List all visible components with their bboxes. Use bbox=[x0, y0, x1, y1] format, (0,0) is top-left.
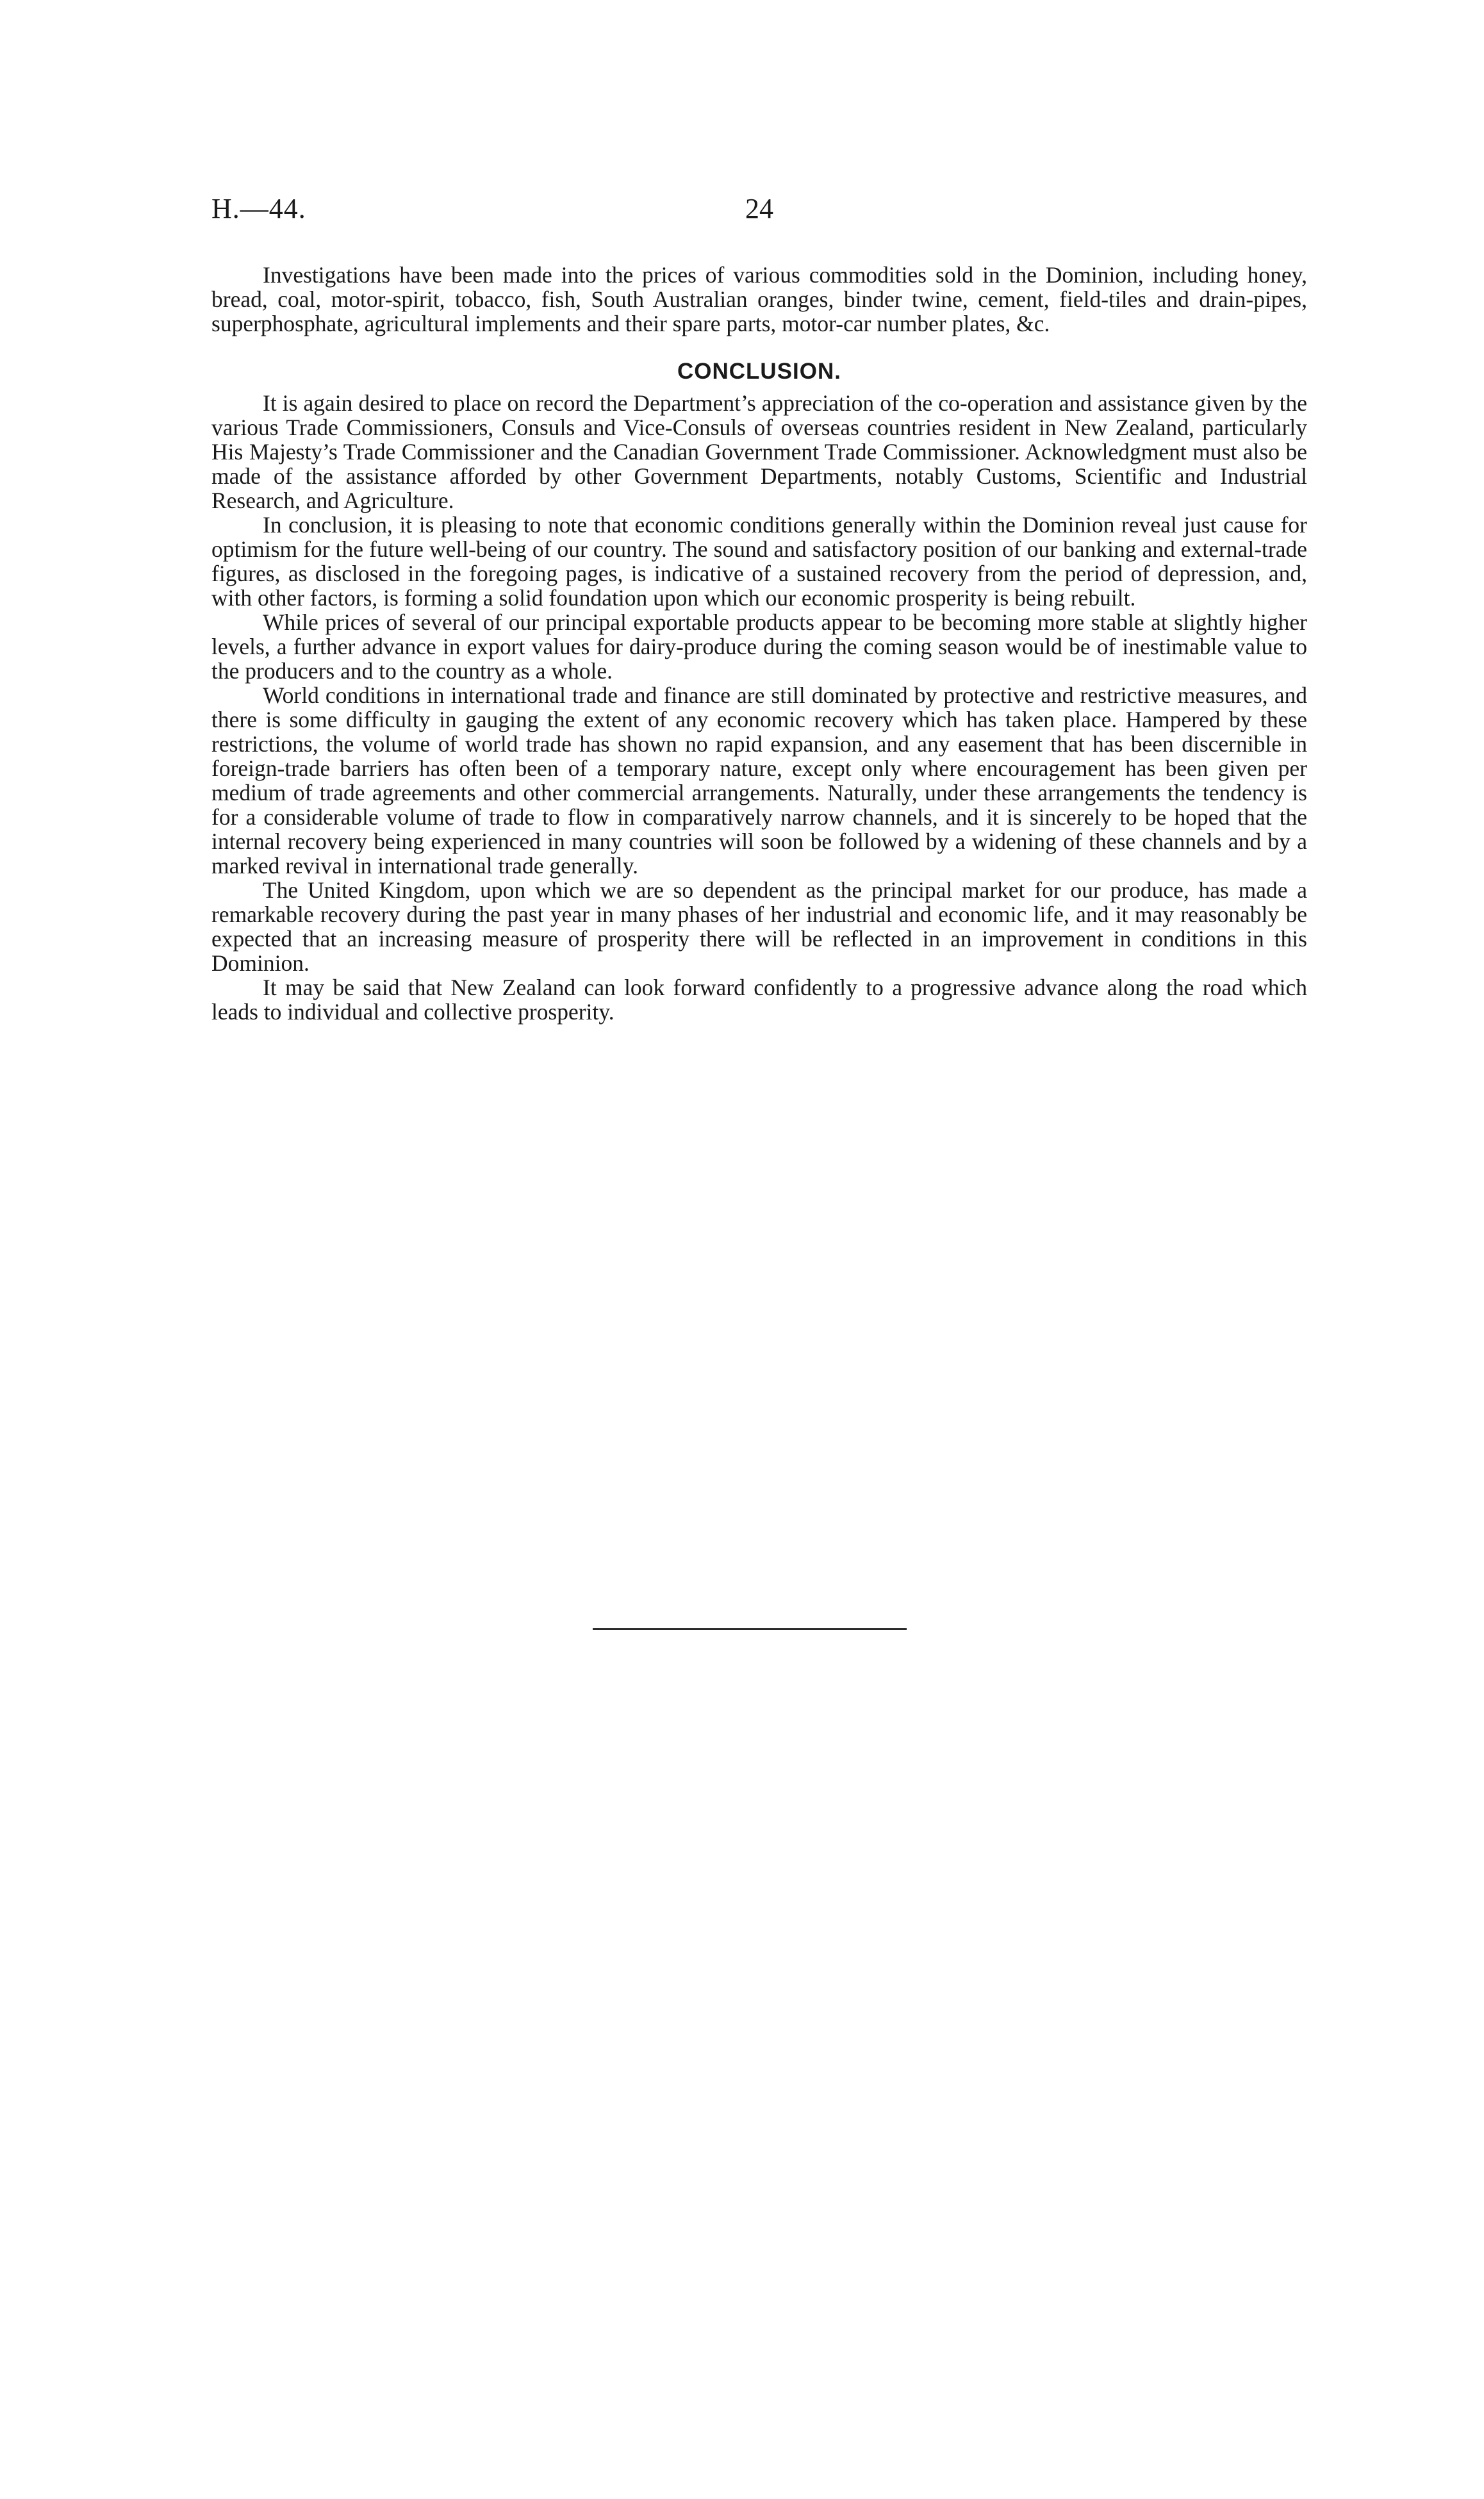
page-header bbox=[211, 192, 1307, 237]
page-number: 24 bbox=[745, 193, 773, 224]
intro-paragraph: Investigations have been made into the prices of various commodities sold in the Dominion, including honey, bread, coal, motor-spirit, tobacco, fish, South Australian oranges, binder twine, cement, field-tiles and drain-pipes, superphosphate, agricultural implements and their spare parts, motor-car number plates, &c. bbox=[211, 262, 1307, 336]
conclusion-paragraph-world-conditions: World conditions in international trade and finance are still dominated by protective and restrictive measures, and there is some difficulty in gauging the extent of any economic recovery which has taken place. Hampered by these restrictions, the volume of world trade has shown no rapid expansion, and any easement that has been discernible in foreign-trade barriers has often been of a temporary nature, except only where encouragement has been given per medium of trade agreements and other commercial arrangements. Naturally, under these arrangements the tendency is for a considerable volume of trade to flow in comparatively narrow channels, and it is sincerely to be hoped that the internal recovery being experienced in many countries will soon be followed by a widening of these channels and by a marked revival in international trade generally. bbox=[211, 682, 1307, 878]
conclusion-paragraph-export-prices: While prices of several of our principal exportable products appear to be becoming more stable at slightly higher levels, a further advance in export values for dairy-produce during the coming season would be of inestimable value to the producers and to the country as a whole. bbox=[211, 609, 1307, 684]
body-text bbox=[211, 263, 1307, 1024]
conclusion-paragraph-economic-conditions: In conclusion, it is pleasing to note that economic conditions generally within the Dominion reveal just cause for optimism for the future well-being of our country. The sound and satisfactory position of our banking and external-trade figures, as disclosed in the foregoing pages, is indicative of a sustained recovery from the period of depression, and, with other factors, is forming a solid foundation upon which our economic prosperity is being rebuilt. bbox=[211, 512, 1307, 611]
section-heading-conclusion: CONCLUSION. bbox=[677, 359, 841, 384]
document-reference: H.—44. bbox=[211, 193, 306, 224]
conclusion-paragraph-united-kingdom: The United Kingdom, upon which we are so dependent as the principal market for our produce, has made a remarkable recovery during the past year in many phases of her industrial and economic life, and it may reasonably be expected that an increasing measure of prosperity there will be reflected in an improvement in conditions in this Dominion. bbox=[211, 877, 1307, 976]
conclusion-paragraph-acknowledgment: It is again desired to place on record the Department’s appreciation of the co-operation and assistance given by the various Trade Commissioners, Consuls and Vice-Consuls of overseas countries resident in New Zealand, particularly His Majesty’s Trade Commissioner and the Canadian Government Trade Commissioner. Acknowledgment must also be made of the assistance afforded by other Government Departments, notably Customs, Scientific and Industrial Research, and Agriculture. bbox=[211, 390, 1307, 513]
conclusion-paragraph-closing: It may be said that New Zealand can look forward confidently to a progressive advance along the road which leads to individual and collective prosperity. bbox=[211, 975, 1307, 1025]
end-rule-divider bbox=[593, 1628, 907, 1630]
